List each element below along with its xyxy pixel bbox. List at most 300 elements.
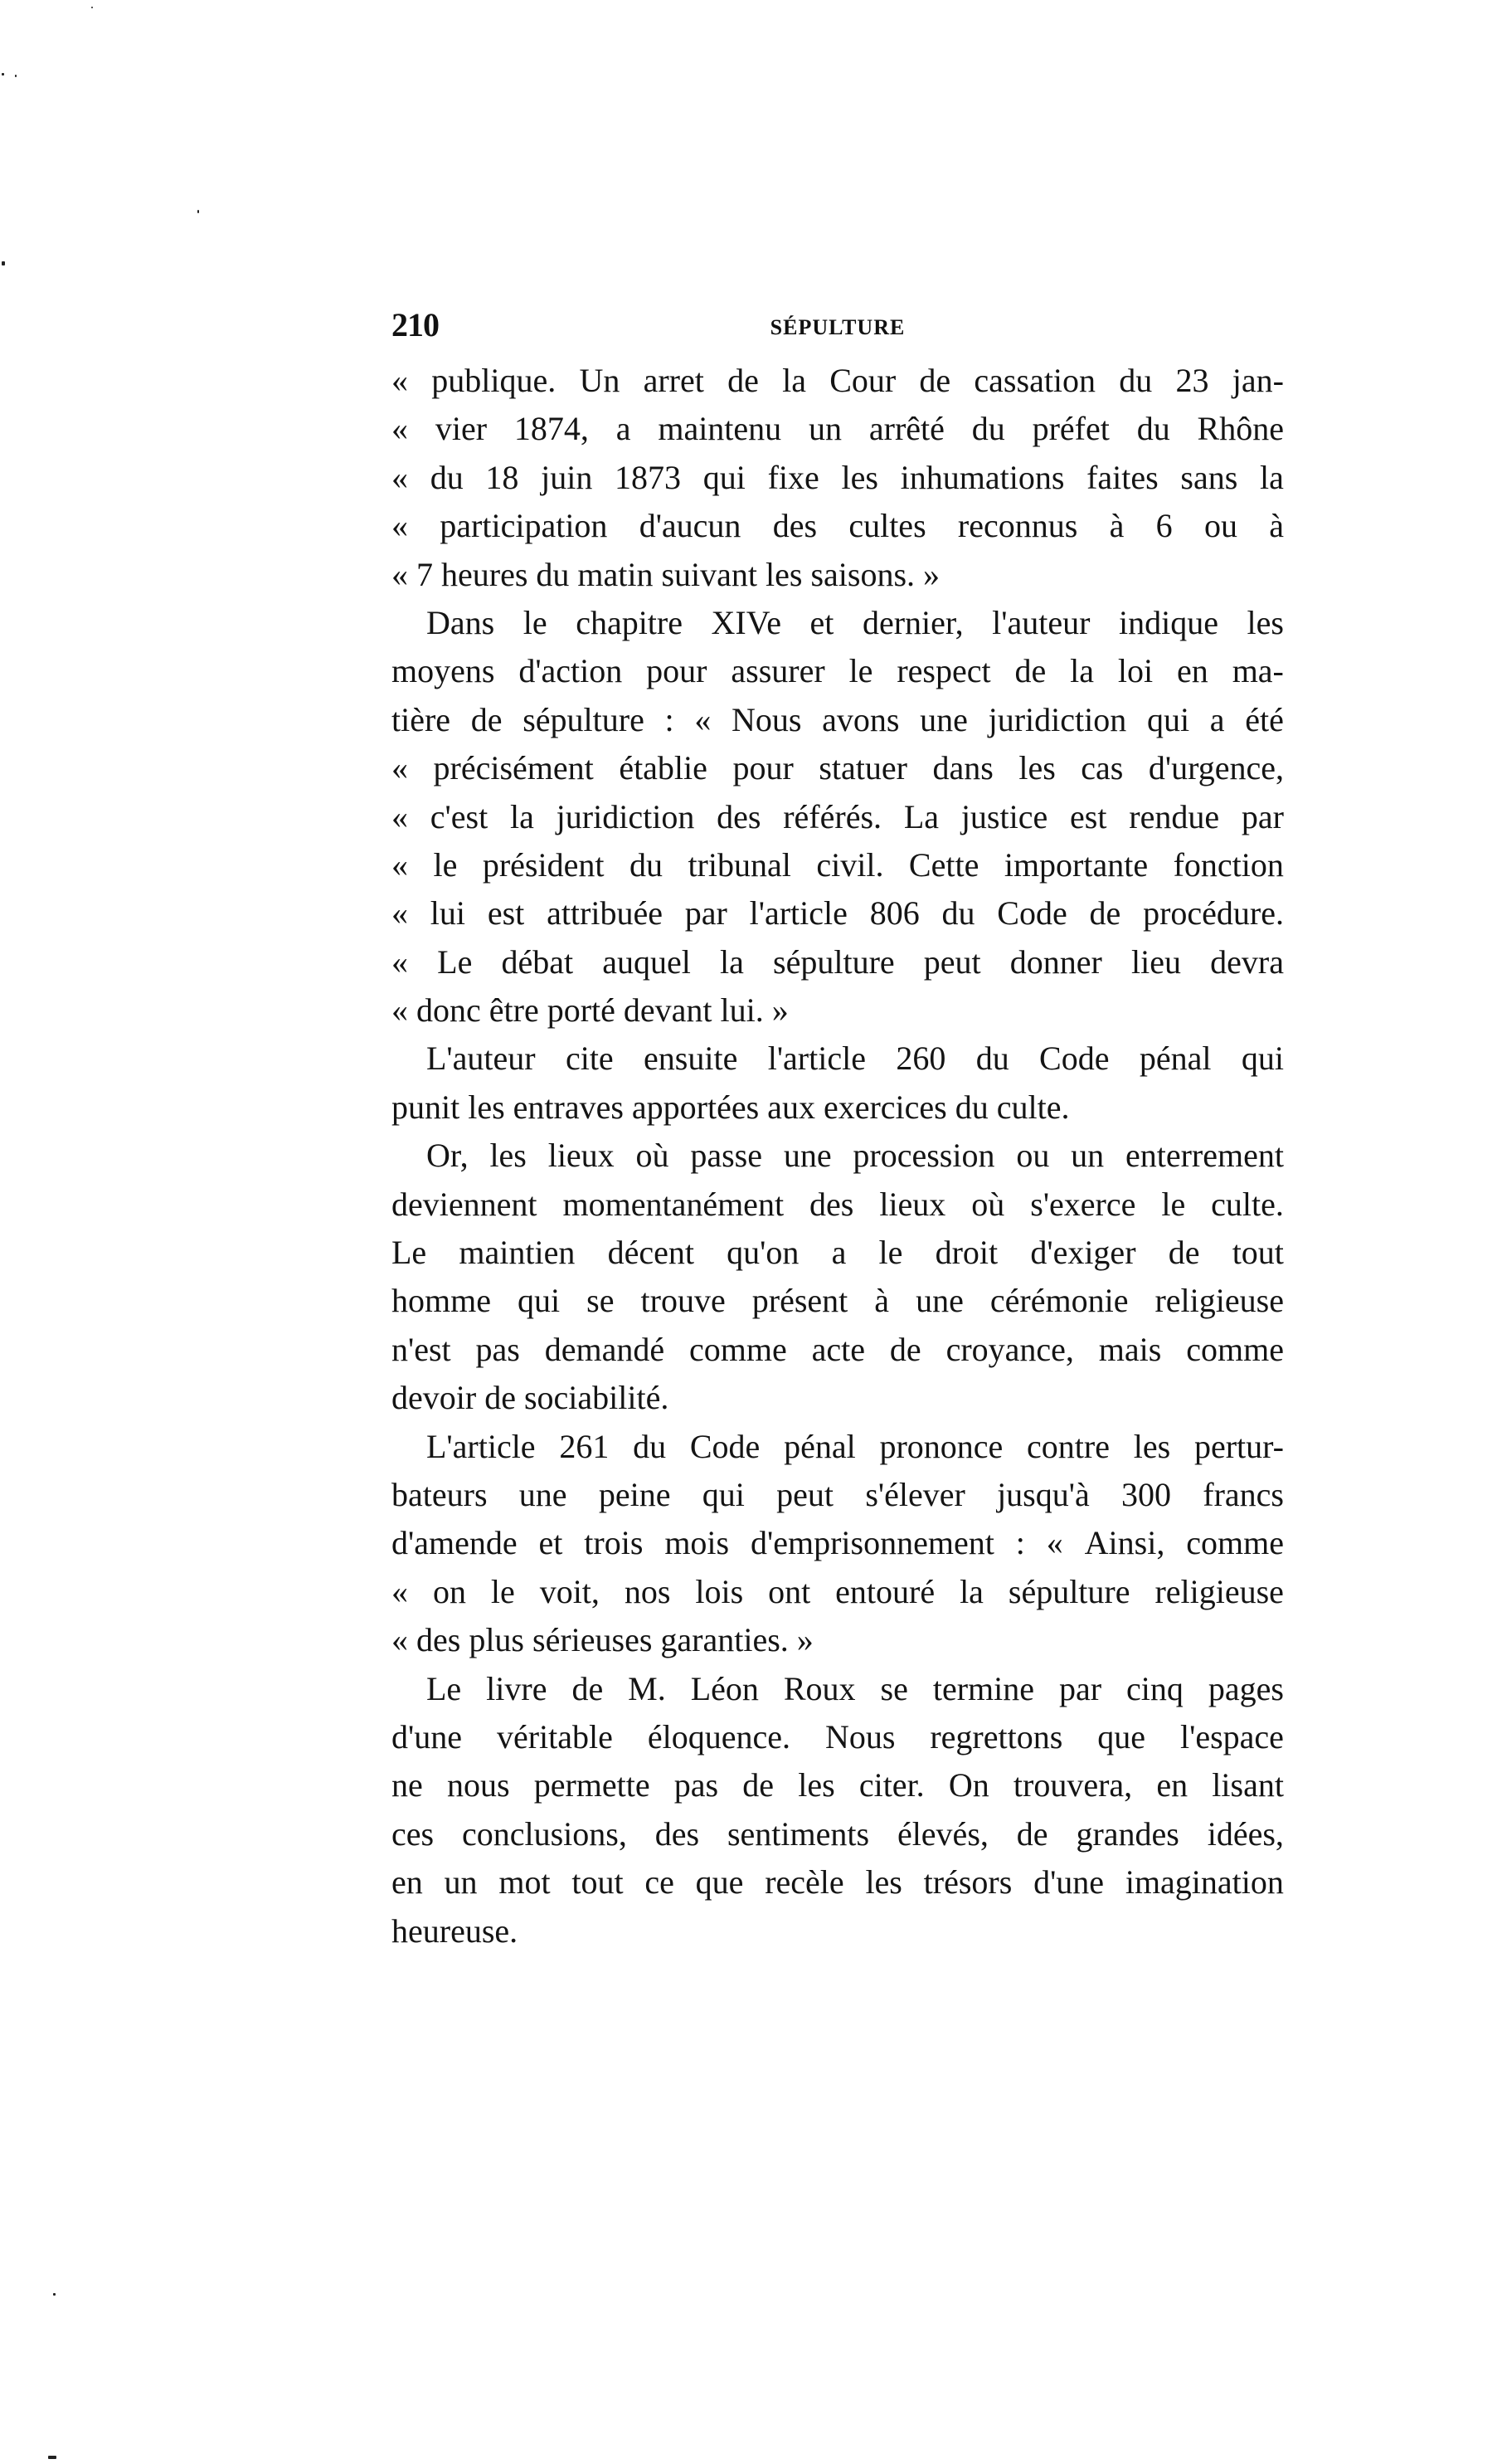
word: maintenu: [658, 410, 782, 448]
word: du: [1119, 362, 1153, 399]
word: Rhône: [1197, 410, 1284, 448]
word: sépulture: [773, 942, 895, 981]
word: la: [1260, 458, 1284, 496]
word: que: [1097, 1717, 1146, 1755]
word: dans: [932, 749, 994, 787]
word: 260: [896, 1040, 946, 1078]
word: jusqu'à: [997, 1475, 1090, 1513]
word: arrêté: [868, 410, 945, 448]
word: «: [391, 458, 408, 496]
word: à: [1109, 507, 1125, 545]
word: qui: [702, 458, 746, 496]
word: véritable: [496, 1717, 613, 1755]
word: grandes: [1076, 1814, 1179, 1853]
word: vier: [435, 410, 488, 448]
word: les: [1018, 749, 1056, 787]
word: Le: [426, 1669, 462, 1707]
word: et: [809, 603, 834, 641]
word: de: [1014, 652, 1047, 690]
word: est: [1070, 797, 1107, 835]
word: moyens: [391, 652, 495, 690]
word: homme: [391, 1282, 491, 1320]
scan-speck: [2, 261, 5, 265]
word: enterrement: [1125, 1137, 1284, 1175]
word: d'une: [1033, 1863, 1105, 1902]
word: deviennent: [391, 1185, 537, 1223]
word: civil.: [816, 845, 884, 884]
text-line: [391, 1519, 1284, 1567]
word: de: [889, 1330, 921, 1368]
word: a: [831, 1234, 847, 1272]
word: religieuse: [1154, 1282, 1284, 1320]
word: cinq: [1126, 1669, 1184, 1707]
word: l'article: [749, 894, 848, 933]
word: cassation: [974, 362, 1096, 399]
page-header: [391, 305, 1284, 347]
word: «: [391, 362, 408, 399]
word: 23: [1175, 362, 1209, 399]
word: d'emprisonnement: [751, 1524, 994, 1562]
word: procession: [853, 1137, 995, 1175]
word: «: [391, 894, 408, 933]
word: mois: [664, 1524, 730, 1562]
text-line: [391, 357, 1284, 405]
word: par: [1058, 1669, 1102, 1707]
text-line: [391, 1713, 1284, 1761]
word: contre: [1027, 1427, 1110, 1465]
word: trésors: [923, 1863, 1013, 1902]
word: loi: [1117, 652, 1154, 690]
text-line: [391, 793, 1284, 841]
text-line: [391, 502, 1284, 550]
text-line: [391, 1181, 1284, 1229]
word: 1874,: [513, 410, 589, 448]
word: droit: [935, 1234, 999, 1272]
word: maintien: [459, 1234, 576, 1272]
word: nos: [624, 1572, 671, 1610]
word: du: [633, 1427, 667, 1465]
text-line-content: « 7 heures du matin suivant les saisons. »: [391, 555, 941, 593]
text-line: [391, 551, 1284, 599]
word: nous: [446, 1766, 510, 1804]
word: «: [391, 797, 408, 835]
scan-speck: [2, 73, 4, 75]
word: le: [1161, 1185, 1186, 1223]
word: est: [487, 894, 525, 933]
word: la: [720, 942, 744, 981]
text-line: [391, 841, 1284, 889]
word: débat: [501, 942, 574, 981]
word: ne: [391, 1766, 423, 1804]
word: 1873: [615, 458, 682, 496]
word: cultes: [848, 507, 926, 545]
word: tout: [571, 1863, 624, 1902]
word: Le: [391, 1234, 427, 1272]
word: du: [629, 845, 663, 884]
word: de: [1089, 894, 1121, 933]
word: de: [470, 700, 503, 738]
text-line: [391, 405, 1284, 453]
word: justice: [960, 797, 1048, 835]
word: On: [948, 1766, 989, 1804]
word: préfet: [1032, 410, 1110, 448]
word: d'exiger: [1030, 1234, 1136, 1272]
text-line: [391, 889, 1284, 937]
word: Or,: [426, 1137, 469, 1175]
word: M.: [628, 1669, 666, 1707]
word: c'est: [430, 797, 489, 835]
word: La: [903, 797, 940, 835]
scan-speck: [197, 210, 199, 213]
word: Léon: [690, 1669, 759, 1707]
word: qu'on: [727, 1234, 800, 1272]
word: ou: [1203, 507, 1237, 545]
word: la: [960, 1572, 984, 1610]
word: Code: [1039, 1040, 1110, 1078]
word: sans: [1180, 458, 1238, 496]
word: dernier,: [862, 603, 964, 641]
word: trois: [584, 1524, 644, 1562]
word: les: [1247, 603, 1284, 641]
word: des: [809, 1185, 854, 1223]
scan-speck: [91, 7, 93, 8]
word: l'article: [767, 1040, 866, 1078]
word: d'urgence,: [1148, 749, 1284, 787]
word: été: [1245, 700, 1284, 738]
word: un: [444, 1863, 478, 1902]
word: lieux: [879, 1185, 946, 1223]
word: «: [1046, 1524, 1063, 1562]
word: jan-: [1232, 362, 1284, 399]
word: publique.: [431, 362, 557, 399]
word: par: [684, 894, 727, 933]
word: L'article: [426, 1427, 536, 1465]
text-line: [391, 1083, 1284, 1132]
word: en: [1156, 1766, 1188, 1804]
text-line: [391, 1132, 1284, 1180]
word: fonction: [1173, 845, 1284, 884]
word: qui: [702, 1475, 745, 1513]
word: recèle: [765, 1863, 844, 1902]
word: s'exerce: [1030, 1185, 1136, 1223]
word: s'élever: [865, 1475, 965, 1513]
page-body-text: [391, 357, 1284, 1955]
word: procédure.: [1143, 894, 1284, 933]
word: culte.: [1211, 1185, 1284, 1223]
word: en: [1177, 652, 1208, 690]
word: idées,: [1207, 1814, 1284, 1853]
word: de: [727, 362, 759, 399]
word: une: [783, 1137, 832, 1175]
word: lisant: [1212, 1766, 1284, 1804]
word: 6: [1155, 507, 1173, 545]
word: respect: [897, 652, 991, 690]
word: établie: [619, 749, 707, 787]
word: Cette: [908, 845, 979, 884]
word: passe: [690, 1137, 762, 1175]
word: a: [615, 410, 631, 448]
word: précisément: [433, 749, 594, 787]
word: importante: [1004, 845, 1149, 884]
word: une: [916, 1282, 964, 1320]
word: pénal: [784, 1427, 856, 1465]
word: de: [571, 1669, 604, 1707]
page-number: 210: [391, 306, 439, 343]
word: et: [538, 1524, 563, 1562]
word: de: [919, 362, 951, 399]
word: arret: [643, 362, 704, 399]
word: fixe: [767, 458, 819, 496]
word: demandé: [544, 1330, 665, 1368]
text-line: [391, 1665, 1284, 1713]
word: une: [518, 1475, 567, 1513]
word: lieux: [547, 1137, 615, 1175]
word: des: [717, 797, 761, 835]
word: francs: [1203, 1475, 1284, 1513]
word: trouve: [640, 1282, 726, 1320]
word: reconnus: [957, 507, 1078, 545]
word: «: [391, 1572, 408, 1610]
word: rendue: [1129, 797, 1220, 835]
text-line-content: punit les entraves apportées aux exercices du culte.: [391, 1088, 1070, 1126]
word: donner: [1009, 942, 1102, 981]
word: peine: [598, 1475, 671, 1513]
word: des: [654, 1814, 700, 1853]
word: du: [1136, 410, 1170, 448]
scan-speck: [53, 2293, 56, 2296]
word: indique: [1118, 603, 1218, 641]
word: attribuée: [547, 894, 663, 933]
word: n'est: [391, 1330, 451, 1368]
word: sentiments: [727, 1814, 870, 1853]
word: la: [510, 797, 534, 835]
word: du: [430, 458, 464, 496]
word: Le: [437, 942, 473, 981]
text-line: [391, 938, 1284, 986]
text-line: [391, 1374, 1284, 1422]
word: voit,: [539, 1572, 600, 1610]
word: conclusions,: [461, 1814, 627, 1853]
running-title: SÉPULTURE: [770, 315, 906, 339]
word: L'auteur: [426, 1040, 536, 1078]
word: sépulture: [523, 700, 644, 738]
word: lois: [695, 1572, 744, 1610]
word: pas: [673, 1766, 719, 1804]
word: pas: [475, 1330, 520, 1368]
text-line: [391, 1761, 1284, 1809]
word: pour: [646, 652, 707, 690]
word: du: [971, 410, 1005, 448]
word: religieuse: [1154, 1572, 1284, 1610]
word: Code: [689, 1427, 761, 1465]
word: référés.: [783, 797, 882, 835]
word: ces: [391, 1814, 435, 1853]
word: cérémonie: [989, 1282, 1129, 1320]
word: lui: [430, 894, 466, 933]
word: peut: [923, 942, 981, 981]
word: prononce: [879, 1427, 1004, 1465]
word: à: [1269, 507, 1284, 545]
word: assurer: [731, 652, 825, 690]
word: décent: [607, 1234, 694, 1272]
word: 18: [485, 458, 519, 496]
text-line: [391, 1907, 1284, 1955]
text-line: [391, 1277, 1284, 1325]
word: «: [391, 845, 408, 884]
word: d'une: [391, 1717, 462, 1755]
word: regrettons: [930, 1717, 1063, 1755]
text-line: [391, 1568, 1284, 1616]
word: entouré: [835, 1572, 936, 1610]
word: ont: [768, 1572, 811, 1610]
word: bateurs: [391, 1475, 488, 1513]
text-line: [391, 1423, 1284, 1471]
word: comme: [1186, 1524, 1284, 1562]
word: juridiction: [988, 700, 1127, 738]
text-line: [391, 647, 1284, 695]
word: un: [809, 410, 843, 448]
word: inhumations: [900, 458, 1065, 496]
word: acte: [811, 1330, 866, 1368]
word: auquel: [602, 942, 691, 981]
word: lieu: [1131, 942, 1181, 981]
word: 806: [869, 894, 920, 933]
word: le: [523, 603, 547, 641]
word: ou: [1016, 1137, 1050, 1175]
word: les: [865, 1863, 902, 1902]
word: l'auteur: [992, 603, 1091, 641]
word: ensuite: [644, 1040, 738, 1078]
word: du: [975, 1040, 1009, 1078]
scan-speck: [48, 2456, 56, 2459]
word: une: [920, 700, 968, 738]
text-line-content: « des plus sérieuses garanties. »: [391, 1621, 814, 1659]
word: «: [694, 700, 712, 738]
word: juin: [541, 458, 593, 496]
word: de: [1168, 1234, 1200, 1272]
word: juridiction: [556, 797, 695, 835]
word: de: [1016, 1814, 1048, 1853]
word: les: [798, 1766, 835, 1804]
word: tribunal: [688, 845, 791, 884]
text-line: [391, 986, 1284, 1035]
word: «: [391, 942, 408, 981]
word: la: [782, 362, 806, 399]
word: Cour: [829, 362, 897, 399]
word: :: [664, 700, 674, 738]
word: Ainsi,: [1084, 1524, 1165, 1562]
word: Roux: [783, 1669, 856, 1707]
word: d'amende: [391, 1524, 518, 1562]
word: à: [874, 1282, 890, 1320]
word: se: [880, 1669, 908, 1707]
word: on: [432, 1572, 466, 1610]
word: des: [772, 507, 818, 545]
word: participation: [440, 507, 608, 545]
word: citer.: [858, 1766, 925, 1804]
word: le: [490, 1572, 515, 1610]
scan-speck: [15, 75, 17, 77]
word: a: [1209, 700, 1225, 738]
word: comme: [1186, 1330, 1284, 1368]
word: présent: [751, 1282, 848, 1320]
word: par: [1241, 797, 1284, 835]
text-line: [391, 1035, 1284, 1083]
word: comme: [689, 1330, 787, 1368]
word: termine: [932, 1669, 1034, 1707]
word: éloquence.: [647, 1717, 790, 1755]
word: mot: [498, 1863, 551, 1902]
word: les: [841, 458, 878, 496]
word: qui: [1241, 1040, 1284, 1078]
word: le: [848, 652, 873, 690]
word: sépulture: [1008, 1572, 1130, 1610]
word: un: [1071, 1137, 1105, 1175]
word: faites: [1086, 458, 1159, 496]
word: Code: [997, 894, 1067, 933]
word: de: [742, 1766, 775, 1804]
text-line: [391, 696, 1284, 744]
word: pour: [732, 749, 794, 787]
word: où: [971, 1185, 1005, 1223]
word: 261: [559, 1427, 610, 1465]
word: imagination: [1125, 1863, 1284, 1902]
word: la: [1070, 652, 1095, 690]
word: momentanément: [562, 1185, 785, 1223]
text-line: [391, 599, 1284, 647]
word: que: [695, 1863, 744, 1902]
word: cite: [565, 1040, 614, 1078]
word: Nous: [732, 700, 802, 738]
text-line-content: devoir de sociabilité.: [391, 1379, 669, 1417]
word: mais: [1098, 1330, 1162, 1368]
word: le: [878, 1234, 903, 1272]
word: les: [1133, 1427, 1171, 1465]
word: trouvera,: [1013, 1766, 1133, 1804]
word: tière: [391, 700, 451, 738]
word: Un: [579, 362, 620, 399]
text-line: [391, 1229, 1284, 1277]
word: XIVe: [711, 603, 781, 641]
word: où: [635, 1137, 669, 1175]
text-line: [391, 454, 1284, 502]
word: ce: [644, 1863, 674, 1902]
word: pages: [1208, 1669, 1284, 1707]
word: en: [391, 1863, 423, 1902]
word: chapitre: [576, 603, 683, 641]
word: président: [482, 845, 605, 884]
word: permette: [533, 1766, 650, 1804]
text-line-content: heureuse.: [391, 1911, 518, 1950]
word: :: [1015, 1524, 1025, 1562]
word: qui: [518, 1282, 561, 1320]
word: croyance,: [945, 1330, 1074, 1368]
word: «: [391, 410, 408, 448]
word: Dans: [426, 603, 495, 641]
word: livre: [486, 1669, 547, 1707]
word: d'action: [518, 652, 623, 690]
word: «: [391, 507, 408, 545]
word: ma-: [1232, 652, 1284, 690]
word: d'aucun: [639, 507, 741, 545]
word: pertur-: [1193, 1427, 1284, 1465]
text-line-content: « donc être porté devant lui. »: [391, 991, 789, 1030]
word: l'espace: [1180, 1717, 1284, 1755]
word: les: [489, 1137, 527, 1175]
text-line: [391, 1471, 1284, 1519]
word: du: [941, 894, 975, 933]
text-line: [391, 1858, 1284, 1906]
